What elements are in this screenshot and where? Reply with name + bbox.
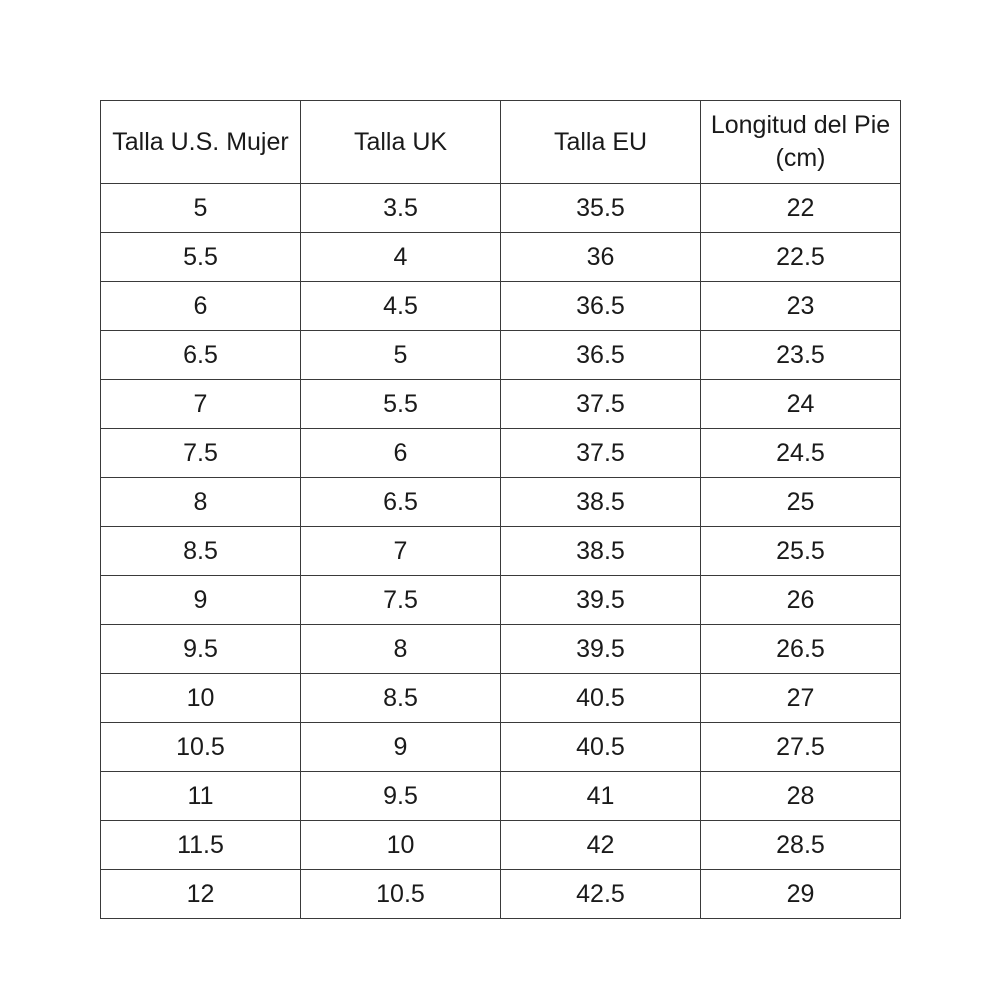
cell-us-women-size: 5 [101,184,301,233]
cell-uk-size: 9.5 [301,772,501,821]
cell-foot-length: 29 [701,870,901,919]
cell-uk-size: 8 [301,625,501,674]
table-row [101,282,901,331]
cell-us-women-size: 5.5 [101,233,301,282]
table-row [101,184,901,233]
cell-uk-size: 6.5 [301,478,501,527]
cell-eu-size: 40.5 [501,674,701,723]
size-conversion-table [100,100,901,919]
table-row [101,870,901,919]
table-row [101,576,901,625]
cell-foot-length: 28.5 [701,821,901,870]
cell-eu-size: 37.5 [501,380,701,429]
cell-eu-size: 36 [501,233,701,282]
cell-eu-size: 36.5 [501,282,701,331]
table-row [101,821,901,870]
cell-foot-length: 27.5 [701,723,901,772]
cell-uk-size: 5.5 [301,380,501,429]
cell-uk-size: 9 [301,723,501,772]
table-row [101,674,901,723]
cell-uk-size: 10.5 [301,870,501,919]
cell-eu-size: 36.5 [501,331,701,380]
cell-us-women-size: 8 [101,478,301,527]
table-row [101,527,901,576]
header-row [101,101,901,184]
table-body [101,184,901,919]
cell-eu-size: 39.5 [501,625,701,674]
header-eu-size: Talla EU [501,101,701,184]
cell-foot-length: 26 [701,576,901,625]
cell-us-women-size: 7.5 [101,429,301,478]
cell-eu-size: 37.5 [501,429,701,478]
cell-us-women-size: 7 [101,380,301,429]
cell-us-women-size: 8.5 [101,527,301,576]
header-foot-length: Longitud del Pie (cm) [701,101,901,184]
cell-foot-length: 26.5 [701,625,901,674]
cell-foot-length: 23 [701,282,901,331]
cell-uk-size: 5 [301,331,501,380]
cell-eu-size: 38.5 [501,527,701,576]
cell-uk-size: 4.5 [301,282,501,331]
cell-us-women-size: 6.5 [101,331,301,380]
cell-eu-size: 41 [501,772,701,821]
cell-us-women-size: 6 [101,282,301,331]
cell-us-women-size: 9.5 [101,625,301,674]
table-row [101,723,901,772]
table-row [101,380,901,429]
table-header [101,101,901,184]
cell-us-women-size: 9 [101,576,301,625]
table-row [101,429,901,478]
cell-eu-size: 40.5 [501,723,701,772]
cell-uk-size: 7.5 [301,576,501,625]
cell-eu-size: 42 [501,821,701,870]
cell-foot-length: 27 [701,674,901,723]
cell-us-women-size: 12 [101,870,301,919]
table-row [101,478,901,527]
cell-us-women-size: 11 [101,772,301,821]
cell-eu-size: 35.5 [501,184,701,233]
cell-foot-length: 24.5 [701,429,901,478]
cell-foot-length: 25 [701,478,901,527]
cell-foot-length: 28 [701,772,901,821]
cell-foot-length: 25.5 [701,527,901,576]
cell-uk-size: 8.5 [301,674,501,723]
table-row [101,331,901,380]
cell-uk-size: 7 [301,527,501,576]
table-row [101,772,901,821]
header-us-women-size: Talla U.S. Mujer [101,101,301,184]
cell-uk-size: 6 [301,429,501,478]
cell-eu-size: 39.5 [501,576,701,625]
cell-eu-size: 38.5 [501,478,701,527]
header-uk-size: Talla UK [301,101,501,184]
cell-us-women-size: 10.5 [101,723,301,772]
cell-foot-length: 22.5 [701,233,901,282]
cell-us-women-size: 10 [101,674,301,723]
table-row [101,625,901,674]
cell-us-women-size: 11.5 [101,821,301,870]
cell-uk-size: 10 [301,821,501,870]
cell-uk-size: 4 [301,233,501,282]
cell-foot-length: 24 [701,380,901,429]
cell-eu-size: 42.5 [501,870,701,919]
cell-uk-size: 3.5 [301,184,501,233]
cell-foot-length: 23.5 [701,331,901,380]
cell-foot-length: 22 [701,184,901,233]
table-row [101,233,901,282]
